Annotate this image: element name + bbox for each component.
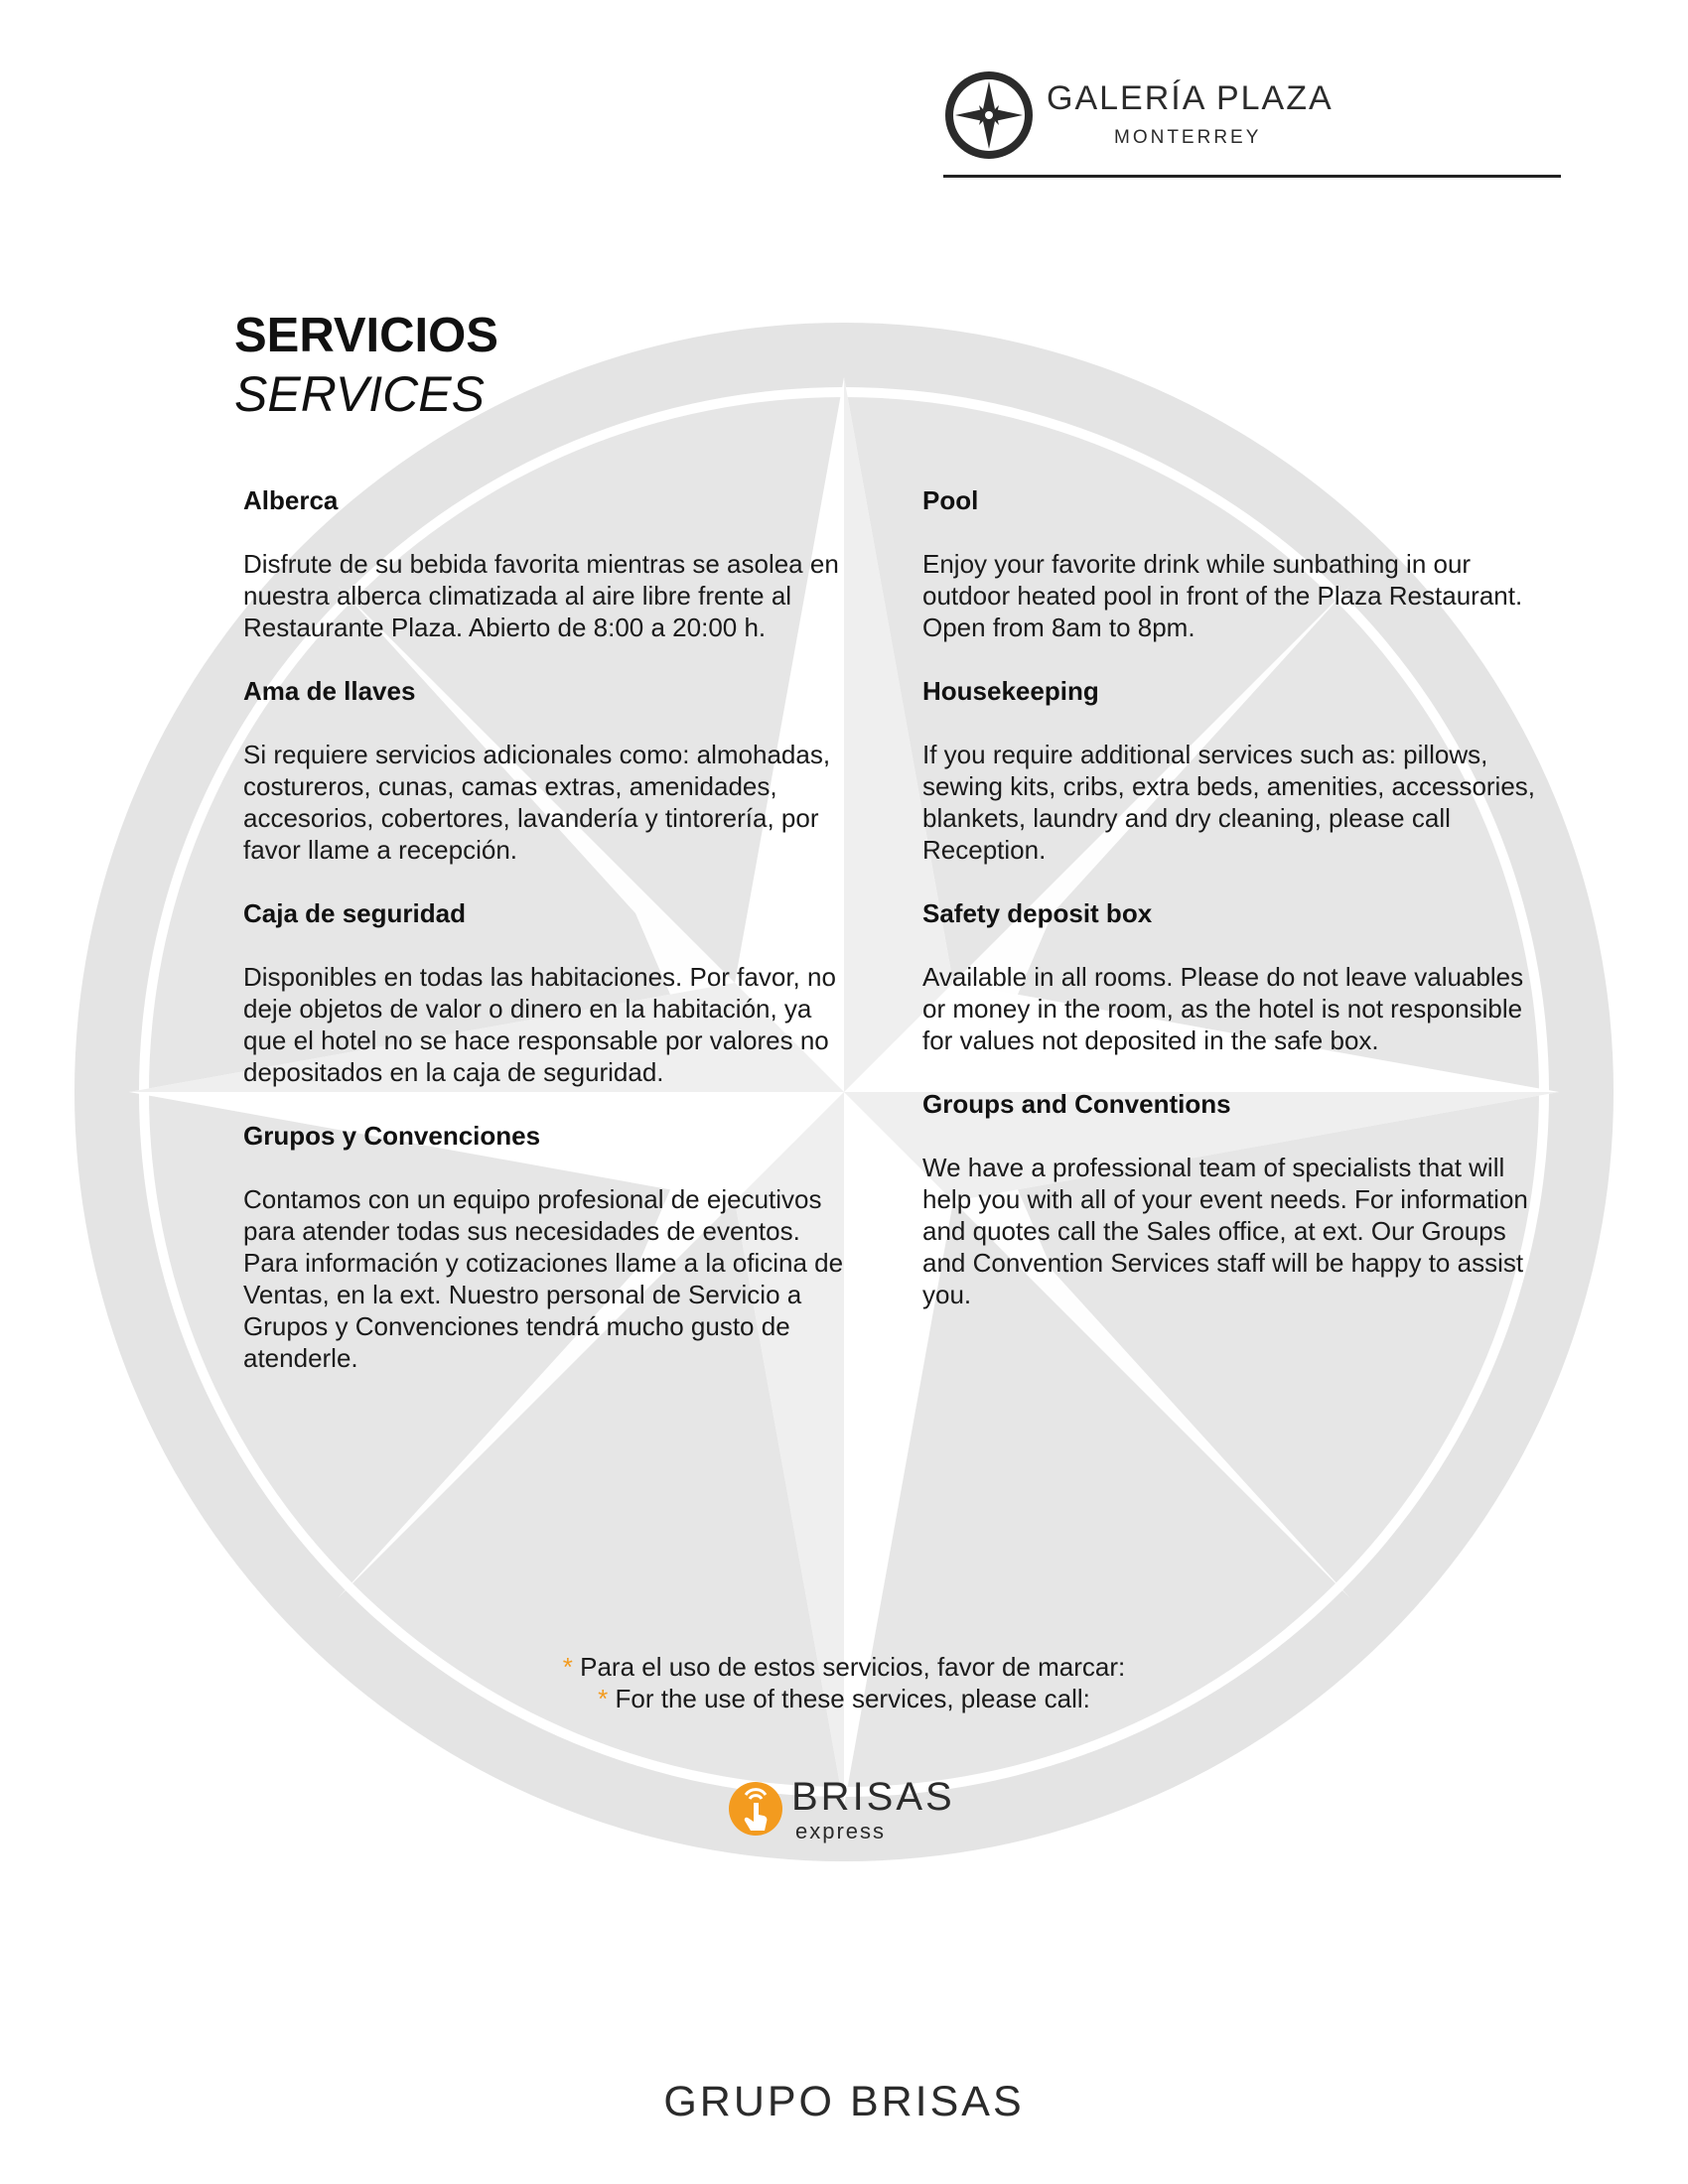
section-body: Contamos con un equipo profesional de ejecutivos para atender todas sus necesidades de eventos. Para información y cotizaciones llame a la oficina de Ventas, en la ext. Nuestro personal de Servicio a Grupos y Convenciones tendrá mucho gusto de atenderle.	[243, 1184, 844, 1373]
page-title-english: SERVICES	[234, 366, 485, 422]
express-brand-sub: express	[795, 1819, 887, 1843]
section-housekeeping-es	[243, 675, 849, 866]
section-heading: Caja de seguridad	[243, 898, 466, 928]
hotel-logo	[943, 69, 1340, 169]
section-body: Available in all rooms. Please do not leave valuables or money in the room, as the hotel is not responsible for values not deposited in the safe box.	[922, 962, 1524, 1055]
section-groups-es	[243, 1120, 849, 1374]
section-pool-es	[243, 484, 849, 643]
express-brand-name: BRISAS	[791, 1775, 955, 1819]
touch-hand-icon	[728, 1781, 783, 1837]
section-body: Disfrute de su bebida favorita mientras se asolea en nuestra alberca climatizada al aire libre frente al Restaurante Plaza. Abierto de 8:00 a 20:00 h.	[243, 549, 839, 642]
spanish-column	[243, 484, 849, 1406]
section-heading: Ama de llaves	[243, 676, 416, 706]
section-housekeeping-en	[922, 675, 1538, 866]
section-safe-es	[243, 897, 849, 1088]
section-heading: Grupos y Convenciones	[243, 1121, 541, 1151]
call-note-text: Para el uso de estos servicios, favor de marcar:	[580, 1652, 1126, 1682]
section-safe-en	[922, 897, 1538, 1056]
hotel-name: GALERÍA PLAZA	[1047, 79, 1334, 117]
section-body: Disponibles en todas las habitaciones. Por favor, no deje objetos de valor o dinero en la habitación, ya que el hotel no se hace responsable por valores no depositados en la caja de seguridad.	[243, 962, 836, 1087]
hotel-city: MONTERREY	[1114, 127, 1262, 148]
asterisk-marker: *	[562, 1652, 573, 1682]
call-note-spanish	[0, 1651, 1688, 1683]
section-pool-en	[922, 484, 1538, 643]
brisas-express-logo	[728, 1777, 966, 1846]
section-body: We have a professional team of specialists that will help you with all of your event needs. For information and quotes call the Sales office, at ext. Our Groups and Convention Services staff will be happy to assist you.	[922, 1153, 1528, 1309]
page-title-spanish: SERVICIOS	[234, 309, 498, 362]
compass-star-logo-icon	[943, 69, 1035, 161]
group-footer-logo: GRUPO BRISAS	[663, 2078, 1025, 2125]
section-heading: Groups and Conventions	[922, 1089, 1231, 1119]
section-heading: Pool	[922, 485, 979, 515]
asterisk-marker: *	[598, 1684, 609, 1713]
call-note-english	[0, 1683, 1688, 1714]
section-groups-en	[922, 1088, 1538, 1310]
section-heading: Safety deposit box	[922, 898, 1153, 928]
english-column	[922, 484, 1538, 1342]
section-heading: Housekeeping	[922, 676, 1099, 706]
call-note-text: For the use of these services, please call:	[615, 1684, 1090, 1713]
section-body: If you require additional services such as: pillows, sewing kits, cribs, extra beds, amenities, accessories, blankets, laundry and dry cleaning, please call Reception.	[922, 740, 1536, 865]
section-body: Si requiere servicios adicionales como: almohadas, costureros, cunas, camas extras, amenidades, accesorios, cobertores, lavandería y tintorería, por favor llame a recepción.	[243, 740, 831, 865]
header-divider	[943, 175, 1561, 178]
section-heading: Alberca	[243, 485, 339, 515]
section-body: Enjoy your favorite drink while sunbathing in our outdoor heated pool in front of the Plaza Restaurant. Open from 8am to 8pm.	[922, 549, 1523, 642]
